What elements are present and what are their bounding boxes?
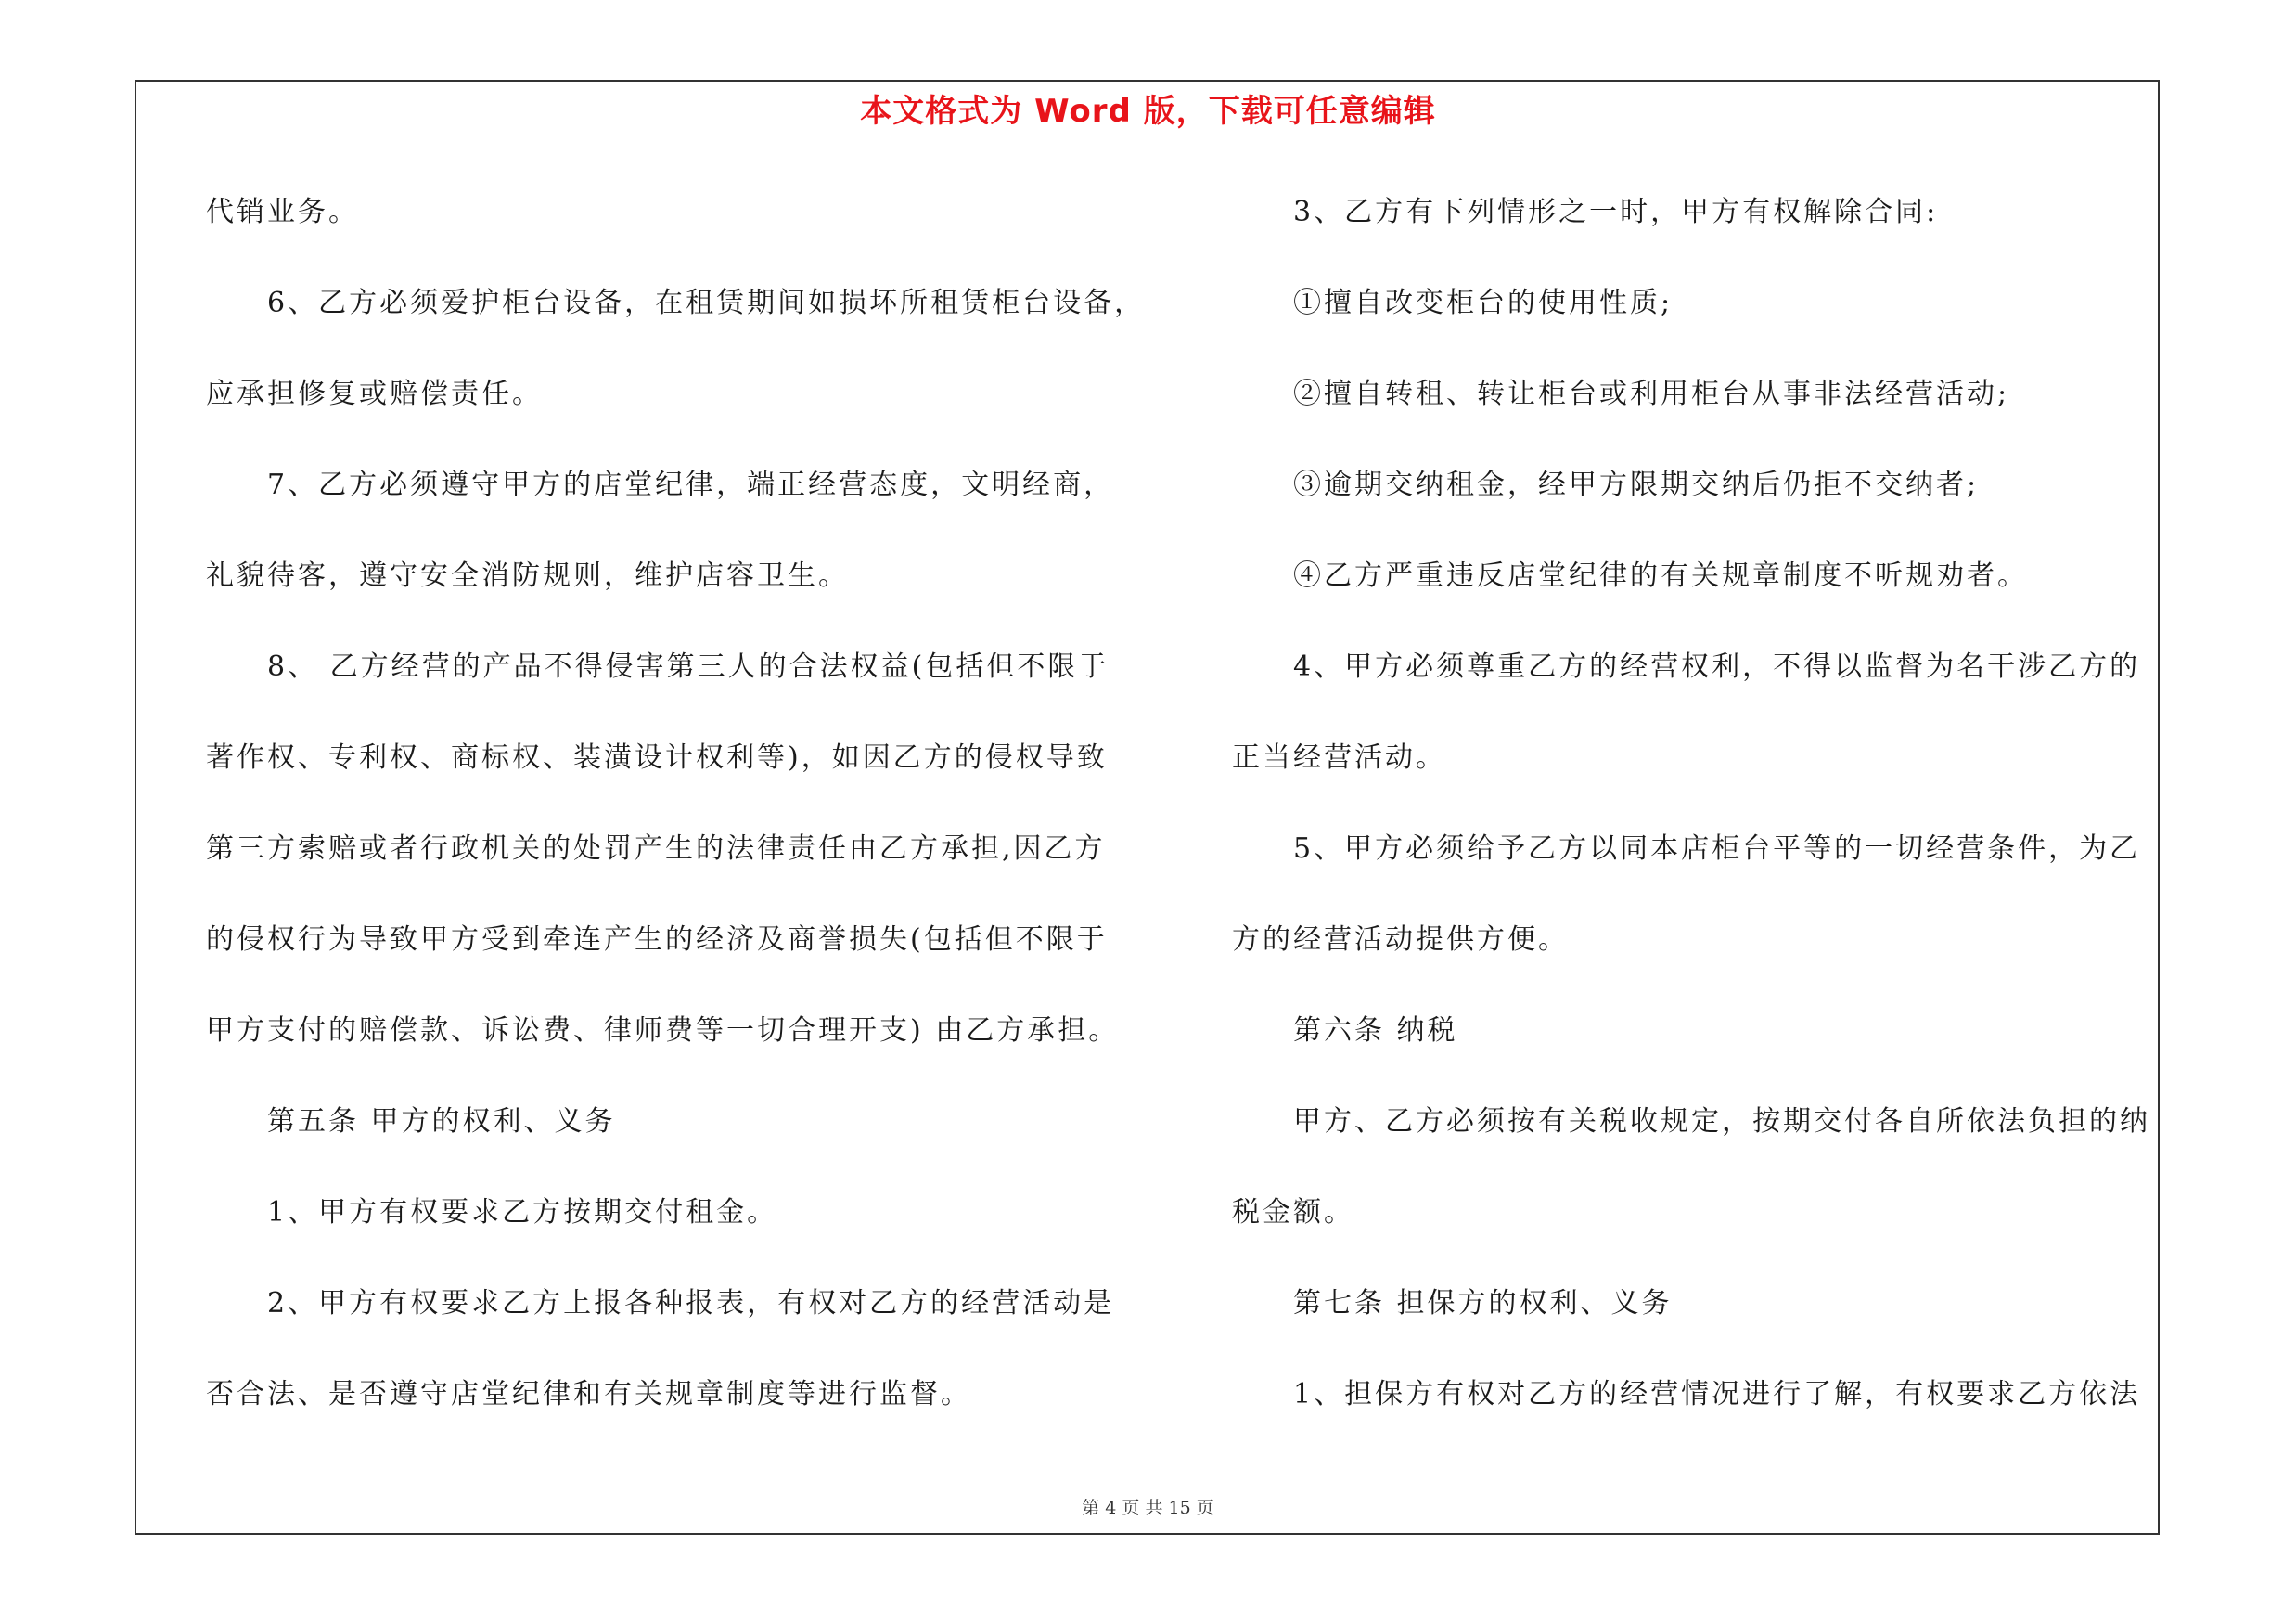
right-column xyxy=(1232,180,2160,1453)
paragraph-line: 6、乙方必须爱护柜台设备，在租赁期间如损坏所租赁柜台设备， xyxy=(267,287,1146,319)
paragraph-line: ①擅自改变柜台的使用性质; xyxy=(1293,287,1674,319)
paragraph-line: ②擅自转租、转让柜台或利用柜台从事非法经营活动; xyxy=(1293,378,2010,410)
paragraph-line: 甲方、乙方必须按有关税收规定，按期交付各自所依法负担的纳 xyxy=(1293,1105,2150,1138)
paragraph-line: 正当经营活动。 xyxy=(1232,741,1446,774)
left-column xyxy=(206,180,1161,1453)
paragraph-line: 1、甲方有权要求乙方按期交付租金。 xyxy=(267,1196,778,1229)
paragraph-line: 著作权、专利权、商标权、装潢设计权利等)，如因乙方的侵权导致 xyxy=(206,741,1108,774)
paragraph-line: 第三方索赔或者行政机关的处罚产生的法律责任由乙方承担,因乙方 xyxy=(206,832,1106,865)
paragraph-line: 礼貌待客，遵守安全消防规则，维护店容卫生。 xyxy=(206,560,849,592)
paragraph-line: 方的经营活动提供方便。 xyxy=(1232,923,1569,956)
section-heading: 第六条 纳税 xyxy=(1293,1014,1458,1047)
paragraph-line: 8、 乙方经营的产品不得侵害第三人的合法权益(包括但不限于 xyxy=(267,650,1110,683)
paragraph-line: 甲方支付的赔偿款、诉讼费、律师费等一切合理开支) 由乙方承担。 xyxy=(206,1014,1120,1047)
paragraph-line: 否合法、是否遵守店堂纪律和有关规章制度等进行监督。 xyxy=(206,1378,971,1410)
paragraph-line: 2、甲方有权要求乙方上报各种报表，有权对乙方的经营活动是 xyxy=(267,1287,1115,1320)
section-heading: 第七条 担保方的权利、义务 xyxy=(1293,1287,1673,1320)
paragraph-line: 1、担保方有权对乙方的经营情况进行了解，有权要求乙方依法 xyxy=(1293,1378,2141,1410)
paragraph-line: 3、乙方有下列情形之一时，甲方有权解除合同: xyxy=(1293,196,1939,228)
paragraph-line: 7、乙方必须遵守甲方的店堂纪律，端正经营态度，文明经商， xyxy=(267,469,1115,501)
header-title: 本文格式为 Word 版，下载可任意编辑 xyxy=(860,93,1436,130)
paragraph-line: ④乙方严重违反店堂纪律的有关规章制度不听规劝者。 xyxy=(1293,560,2028,592)
page-number: 第 4 页 共 15 页 xyxy=(1082,1498,1214,1518)
paragraph-line: 5、甲方必须给予乙方以同本店柜台平等的一切经营条件，为乙 xyxy=(1293,832,2141,865)
section-heading: 第五条 甲方的权利、义务 xyxy=(267,1105,616,1138)
paragraph-line: 应承担修复或赔偿责任。 xyxy=(206,378,543,410)
paragraph-line: 的侵权行为导致甲方受到牵连产生的经济及商誉损失(包括但不限于 xyxy=(206,923,1108,956)
paragraph-line: 代销业务。 xyxy=(206,196,359,228)
paragraph-line: 4、甲方必须尊重乙方的经营权利，不得以监督为名干涉乙方的 xyxy=(1293,650,2141,683)
paragraph-line: 税金额。 xyxy=(1232,1196,1354,1229)
paragraph-line: ③逾期交纳租金，经甲方限期交纳后仍拒不交纳者; xyxy=(1293,469,1980,501)
